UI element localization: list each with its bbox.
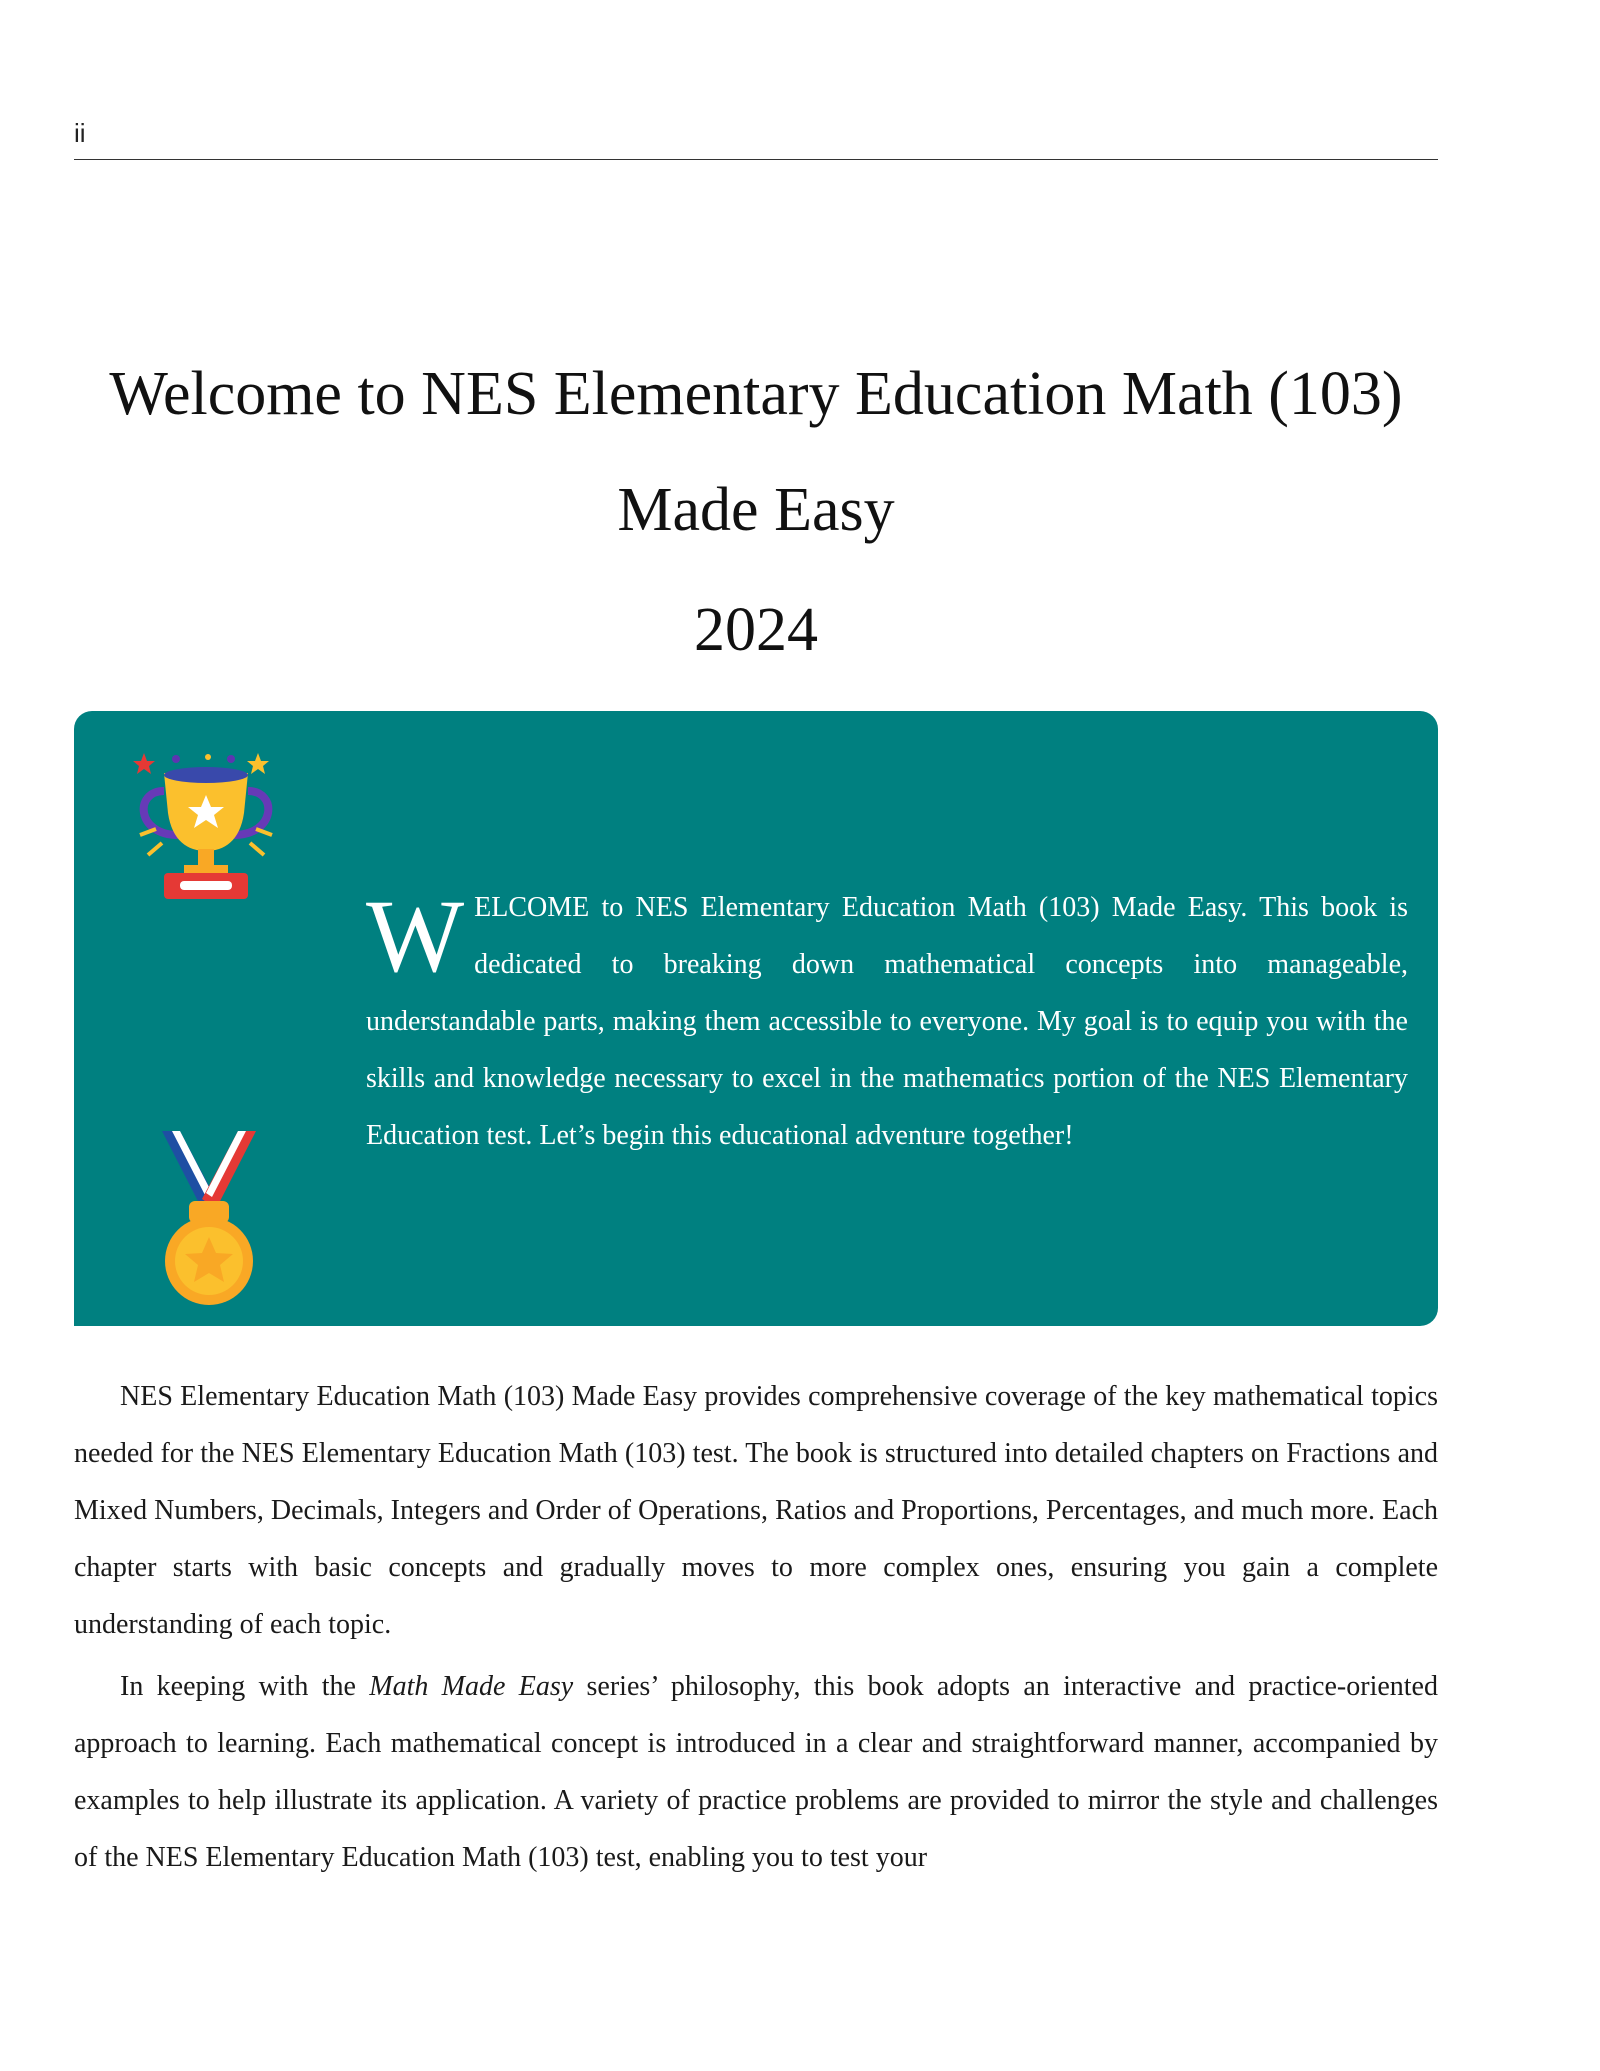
paragraph2-text-before: In keeping with the bbox=[120, 1671, 370, 1702]
dropcap-letter: W bbox=[366, 879, 465, 994]
welcome-text-body: ELCOME to NES Elementary Education Math (103) Made Easy. This book is dedicated to breaking down mathematical concepts into manageable, understandable parts, making them accessible to everyone. My goal is to equip you with the skills and knowledge necessary to excel in the mathematics portion of the NES Elementary Education test. Let’s begin this educational adventure together! bbox=[366, 892, 1408, 1151]
paragraph2-text-after: series’ philosophy, this book adopts an interactive and practice-oriented approach to learning. Each mathematical concept is introduced in a clear and straightforward manner, accompanied by examples to help illustrate its application. A variety of practice problems are provided to mirror the style and challenges of the NES Elementary Education Math (103) test, enabling you to test your bbox=[74, 1671, 1438, 1873]
medal-icon bbox=[154, 1131, 264, 1311]
title-line-1: Welcome to NES Elementary Education Math (103) bbox=[109, 360, 1403, 428]
title-line-2: Made Easy bbox=[617, 476, 895, 544]
page-number: ii bbox=[74, 118, 86, 148]
title-year: 2024 bbox=[694, 596, 818, 664]
trophy-icon bbox=[126, 743, 286, 903]
series-name: Math Made Easy bbox=[369, 1671, 574, 1702]
intro-paragraph-1: NES Elementary Education Math (103) Made Easy provides comprehensive coverage of the key mathematical topics needed for the NES Elementary Education Math (103) test. The book is structured into detailed chapters on Fractions and Mixed Numbers, Decimals, Integers and Order of Operations, Ratios and Proportions, Percentages, and much more. Each chapter starts with basic concepts and gradually moves to more complex ones, ensuring you gain a complete understanding of each topic. bbox=[74, 1381, 1438, 1640]
header-rule bbox=[74, 159, 1438, 160]
intro-paragraph-2 bbox=[74, 1658, 1438, 1886]
welcome-paragraph bbox=[366, 879, 1408, 1164]
welcome-box bbox=[74, 711, 1438, 1326]
